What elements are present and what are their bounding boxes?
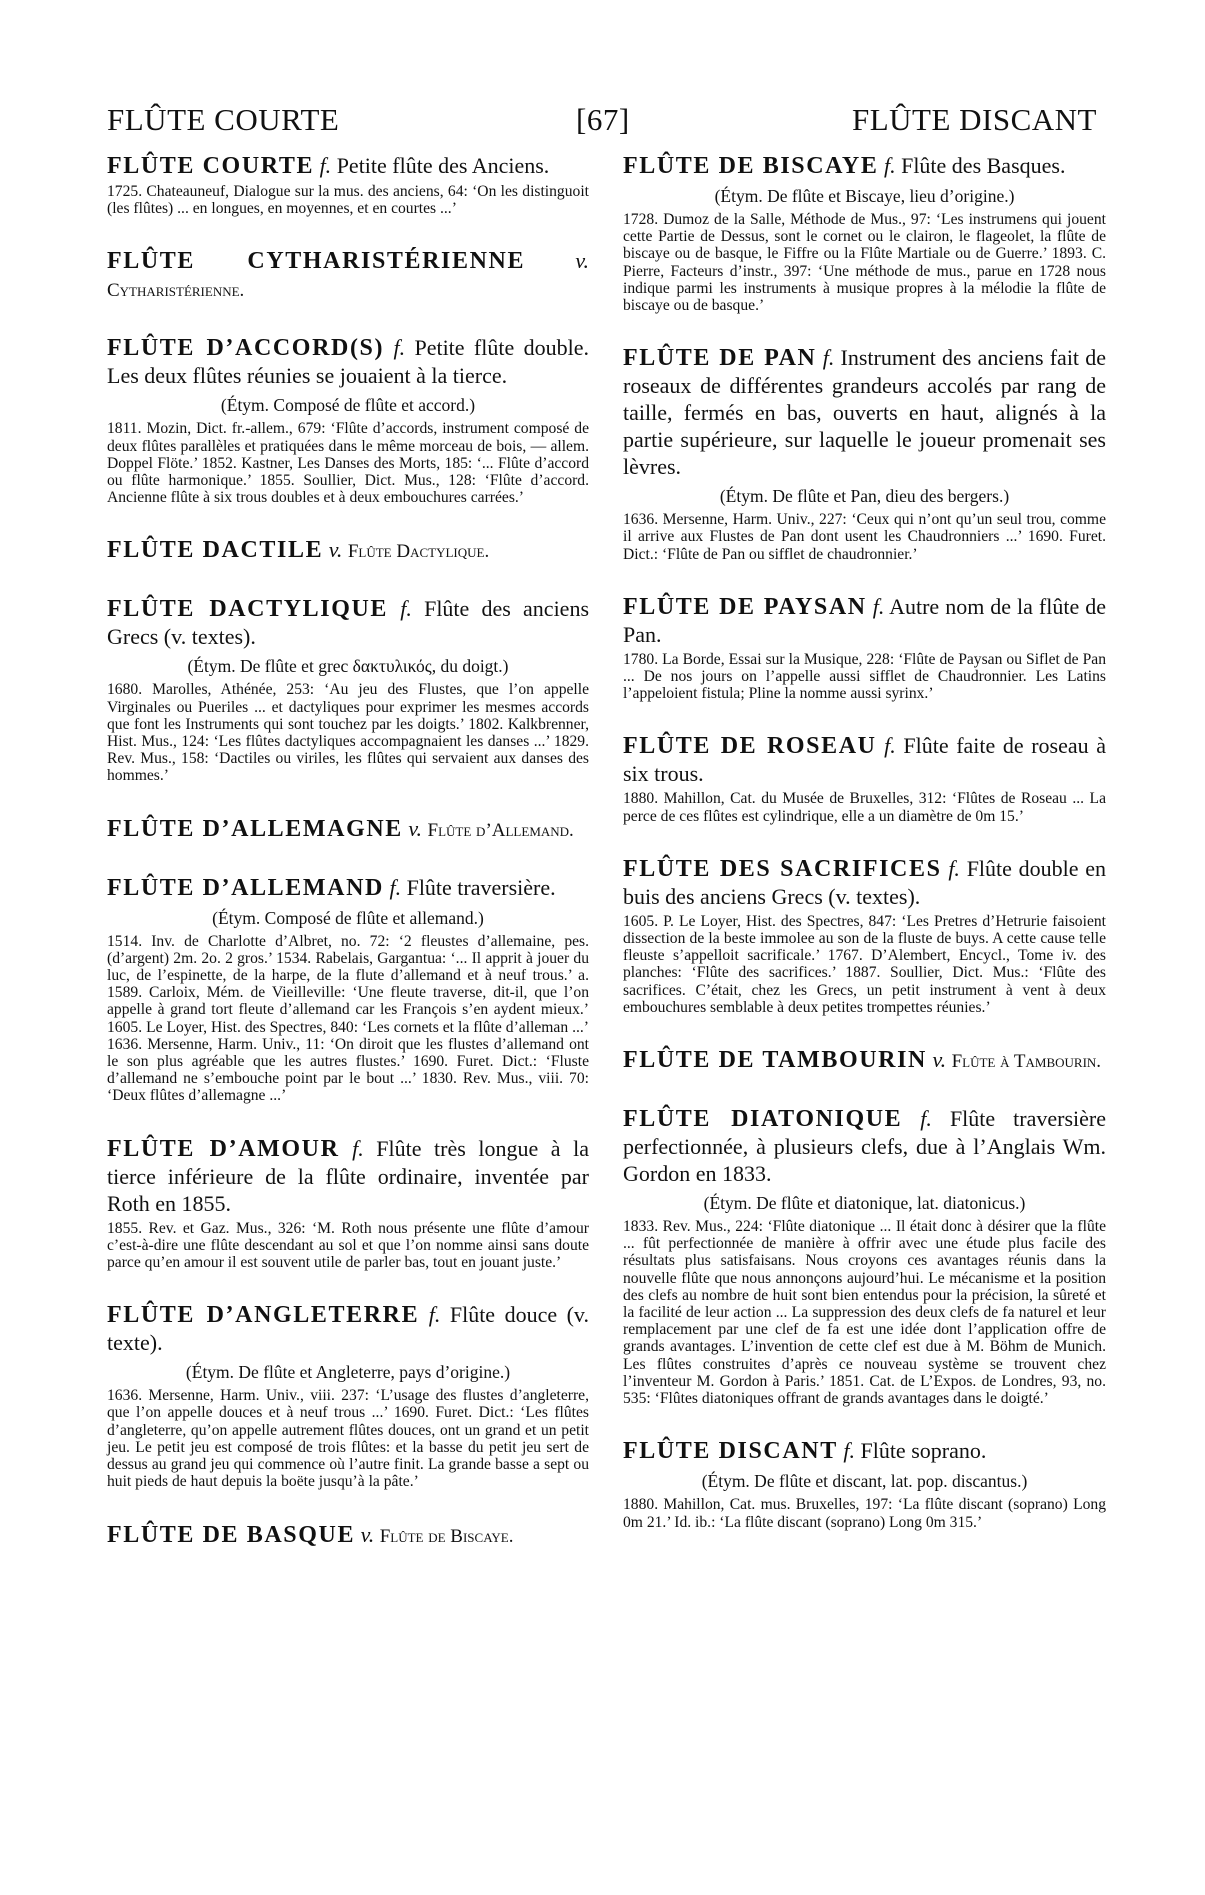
page-number: [67] [576,102,630,137]
entry-head [107,1135,589,1217]
entry-head [107,1521,589,1550]
entry-head [623,152,1106,180]
entry-head [107,334,589,389]
entry-head [107,152,589,180]
entry-head [623,593,1106,648]
entry-headword: FLÛTE DE TAMBOURIN [623,1047,927,1074]
entry-headword: FLÛTE DE BASQUE [107,1521,356,1548]
etymology: (Étym. De flûte et Angleterre, pays d’origine.) [185,1362,511,1383]
entry-headword: FLÛTE D’ANGLETERRE [107,1302,420,1329]
right-column [623,152,1106,1561]
entry-definition: Flûte très longue à la tierce inférieure de la flûte ordinaire, inventée par Roth en 1855. [107,1135,589,1216]
entry-definition: Flûte double en buis des anciens Grecs (v. textes). [623,855,1107,909]
entry-headword: FLÛTE DE BISCAYE [623,153,879,179]
dictionary-entry [107,247,589,304]
entry-definition: Flûte faite de roseau à six trous. [623,733,1106,787]
etymology: (Étym. De flûte et grec δακτυλικός, du doigt.) [187,656,509,677]
entry-head [623,1105,1106,1187]
part-of-speech: f. [393,335,406,361]
quotation-block: 1811. Mozin, Dict. fr.-allem., 679: ‘Flûte d’accords, instrument composé de deux flûtes parallèles et pratiquées dans le même morceau de bois, — allem. Doppel Flöte.’ 1852. Kastner, Les Danses des Morts, 185: ‘... Flûte d’accord ou flûte harmonique.’ 1855. Soullier, Dict. Mus., 128: ‘Flûte d’accord. Ancienne flûte à six trous doubles et à deux embouchures carrées.’ [107,420,589,507]
left-column [107,152,589,1580]
quotation-block: 1855. Rev. et Gaz. Mus., 326: ‘M. Roth nous présente une flûte d’amour c’est-à-dire une flûte descendant au sol et que l’on nomme ainsi sans doute parce qu’en amour il est souvent utile de parler bas, tout en jouant juste.’ [107,1219,589,1272]
cross-reference: Flûte d’Allemand. [427,819,574,841]
entry-headword: FLÛTE DE PAN [623,345,817,372]
running-header-left: FLÛTE COURTE [107,102,340,137]
entry-definition: Flûte soprano. [860,1438,987,1464]
dictionary-entry [107,152,589,217]
part-of-speech: v. [932,1047,947,1073]
quotation-block: 1514. Inv. de Charlotte d’Albret, no. 72: ‘2 fleustes d’allemaine, pes. (d’argent) 2m. 2o. 2 gros.’ 1534. Rabelais, Gargantua: ‘... Il apprit à jouer du luc, de l’espinette, de la harpe, de la flute d’allemand et à neuf trous.’ a. 1589. Carloix, Mém. de Vieilleville: ‘Une fleute traverse, dit-il, que l’on appelle à grand tort fleute d’allemand car les François s’en aydent mieux.’ 1605. Le Loyer, Hist. des Spectres, 840: ‘Les cornets et la flûte d’alleman ...’ 1636. Mersenne, Harm. Univ., 11: ‘On diroit que les flustes d’allemand ont le son plus agréable que les autres flustes.’ 1690. Furet. Dict.: ‘Fluste d’allemand ne s’embouche point par le bout ...’ 1830. Rev. Mus., viii. 70: ‘Deux flûtes d’allemagne ...’ [107,932,589,1105]
dictionary-entry [623,1046,1106,1075]
running-header-right: FLÛTE DISCANT [851,102,1097,137]
dictionary-entry [623,1437,1106,1530]
entry-definition: Flûte traversière perfectionnée, à plusieurs clefs, due à l’Anglais Wm. Gordon en 1833. [623,1106,1106,1187]
part-of-speech: v. [360,1521,375,1547]
entry-definition: Flûte douce (v. texte). [107,1302,590,1356]
entry-definition: Autre nom de la flûte de Pan. [623,593,1106,647]
entry-headword: FLÛTE D’AMOUR [107,1135,340,1162]
entry-headword: FLÛTE D’ALLEMAGNE [107,815,403,842]
quotation-block: 1725. Chateauneuf, Dialogue sur la mus. des anciens, 64: ‘On les distinguoit (les flûtes) ... en longues, en moyennes, et en courtes ...’ [107,183,589,218]
part-of-speech: f. [389,874,402,900]
part-of-speech: f. [872,593,885,619]
quotation-block: 1636. Mersenne, Harm. Univ., viii. 237: ‘L’usage des flustes d’angleterre, que l’on appelle douces et à neuf trous ...’ 1690. Furet. Dict.: ‘Les flûtes d’angleterre, qu’on appelle autrement flûtes douces, ont un grand et un petit jeu. Le petit jeu est composé de trois flûtes: et la basse du petit jeu sert de dessus au grand jeu qui commence où l’autre finit. La grande basse a sept ou huit pieds de haut depuis la boëte jusqu’à la pâte.’ [107,1387,589,1491]
entry-headword: FLÛTE CYTHARISTÉRIENNE [107,248,526,275]
part-of-speech: f. [428,1302,441,1328]
dictionary-entry [107,874,589,1105]
dictionary-entry [107,334,589,506]
entry-head [623,1437,1106,1465]
etymology: (Étym. De flûte et Pan, dieu des bergers.) [719,486,1010,507]
entry-head [107,595,589,650]
entry-headword: FLÛTE D’ACCORD(S) [107,335,385,362]
quotation-block: 1680. Marolles, Athénée, 253: ‘Au jeu des Flustes, que l’on appelle Virginales ou Pueriles ... et dactyliques pour exprimer les mesmes accords que font les Instruments qui sont touchez par les doigts.’ 1802. Kalkbrenner, Hist. Mus., 124: ‘Les flûtes dactyliques accompagnaient les danses ...’ 1829. Rev. Mus., 158: ‘Dactiles ou viriles, les flûtes qui servaient aux danses des hommes.’ [107,681,589,785]
entry-headword: FLÛTE DACTYLIQUE [107,596,389,623]
entry-head [107,874,589,902]
quotation-block: 1880. Mahillon, Cat. mus. Bruxelles, 197: ‘La flûte discant (soprano) Long 0m 21.’ Id. ib.: ‘La flûte discant (soprano) Long 0m 315.’ [623,1496,1106,1531]
part-of-speech: f. [319,153,332,178]
entry-head [623,344,1106,480]
part-of-speech: f. [920,1106,932,1132]
dictionary-entry [623,344,1106,563]
dictionary-entry [623,732,1106,824]
part-of-speech: f. [400,596,412,622]
dictionary-entry [107,595,589,784]
dictionary-entry [107,1301,589,1490]
etymology: (Étym. Composé de flûte et allemand.) [212,907,484,928]
cross-reference: Flûte à Tambourin. [951,1051,1102,1073]
entry-headword: FLÛTE DE ROSEAU [623,733,877,760]
part-of-speech: f. [884,733,896,759]
cross-reference: Flûte Dactylique. [347,541,490,563]
cross-reference: Cytharistérienne. [107,280,245,302]
quotation-block: 1833. Rev. Mus., 224: ‘Flûte diatonique ... Il était donc à désirer que la flûte ... fût perfectionnée de manière à offrir avec une étude plus facile des résultats plus satisfaisans. Nous croyons ces avantages réunis dans la nouvelle flûte que nous annonçons aujourd’hui. Le mécanisme et la position des clefs au nombre de huit sont bien entendus pour la précision, la sûreté et la facilité de leur action ... La suppression des deux clefs de fa naturel et leur remplacement par une clef de fa est une idée dont l’application offre de grands avantages. L’invention de cette clef est due à M. Böhm de Munich. Les flûtes construites d’après ce nouveau système se trouvent chez l’inventeur M. Gordon à Paris.’ 1851. Cat. de L’Expos. de Londres, 93, no. 535: ‘Flûtes diatoniques offrant de grands avantages dans le doigté.’ [623,1218,1106,1408]
etymology: (Étym. De flûte et diatonique, lat. diatonicus.) [703,1193,1026,1214]
entry-headword: FLÛTE D’ALLEMAND [107,874,384,901]
entry-head [107,247,589,304]
part-of-speech: v. [575,248,590,274]
part-of-speech: f. [883,153,896,178]
quotation-block: 1636. Mersenne, Harm. Univ., 227: ‘Ceux qui n’ont qu’un seul trou, comme il arrive aux Flustes de Pan dont usent les Chaudronniers ...’ 1690. Furet. Dict.: ‘Flûte de Pan ou sifflet de chaudronnier.’ [623,511,1106,563]
quotation-block: 1605. P. Le Loyer, Hist. des Spectres, 847: ‘Les Pretres d’Hetrurie faisoient dissection de la beste immolee au son de la fluste de buys. A cette cause telle fleuste s’appelloit sacrificale.’ 1767. D’Alembert, Encycl., Tome iv. des planches: ‘Flûte des sacrifices.’ 1887. Soullier, Dict. Mus.: ‘Flûte des sacrifices. C’était, chez les Grecs, un petit instrument à vent à deux embouchures semblable à deux petites trompettes réunies.’ [623,912,1106,1016]
part-of-speech: f. [822,345,835,371]
entry-definition: Flûte des anciens Grecs (v. textes). [107,596,590,650]
entry-definition: Petite flûte des Anciens. [336,153,550,178]
entry-head [623,732,1106,787]
entry-definition: Petite flûte double. Les deux flûtes réunies se jouaient à la tierce. [107,335,589,389]
entry-head [623,1046,1106,1075]
entry-headword: FLÛTE DES SACRIFICES [623,855,942,882]
entry-headword: FLÛTE DIATONIQUE [623,1106,903,1133]
part-of-speech: v. [408,815,423,841]
dictionary-entry [623,593,1106,703]
cross-reference: Flûte de Biscaye. [379,1525,514,1547]
part-of-speech: f. [843,1438,855,1464]
quotation-block: 1780. La Borde, Essai sur la Musique, 228: ‘Flûte de Paysan ou Siflet de Pan ... De nos jours on l’appelle aussi sifflet de Chaudronnier. Les Latins l’appeloient fistula; Pline la nomme aussi syrinx.’ [623,650,1106,703]
part-of-speech: f. [352,1135,364,1161]
entry-head [107,1301,589,1356]
etymology: (Étym. De flûte et Biscaye, lieu d’origine.) [714,186,1015,206]
dictionary-entry [623,855,1106,1016]
quotation-block: 1728. Dumoz de la Salle, Méthode de Mus., 97: ‘Les instrumens qui jouent cette Partie de Dessus, sont le cornet ou le clairon, le flageolet, la flûte de biscaye ou de basque, le Fiffre ou la Flûte Martiale ou de Guerre.’ 1893. C. Pierre, Facteurs d’instr., 397: ‘Une méthode de mus., parue en 1728 nous indique parmi les instruments à musique propres à la mélodie la flûte de biscaye ou de basque.’ [623,211,1106,315]
entry-headword: FLÛTE DISCANT [623,1438,838,1465]
dictionary-entry [623,1105,1106,1407]
part-of-speech: f. [948,855,960,881]
part-of-speech: v. [328,537,343,563]
quotation-block: 1880. Mahillon, Cat. du Musée de Bruxelles, 312: ‘Flûtes de Roseau ... La perce de ces flûtes est cylindrique, elle a un diamètre de 0m 15.’ [623,790,1106,825]
dictionary-entry [623,152,1106,314]
entry-definition: Flûte traversière. [406,874,556,900]
dictionary-entry [107,1135,589,1272]
dictionary-entry [107,815,589,844]
entry-head [107,536,589,565]
dictionary-entry [107,536,589,565]
entry-headword: FLÛTE DE PAYSAN [623,593,867,620]
entry-head [107,815,589,844]
entry-head [623,855,1106,910]
entry-headword: FLÛTE DACTILE [107,537,324,564]
entry-definition: Flûte des Basques. [901,153,1066,178]
dictionary-entry [107,1521,589,1550]
entry-definition: Instrument des anciens fait de roseaux de différentes grandeurs accolés par rang de taille, fermés en bas, ouverts en haut, alignés à la partie supérieure, sur laquelle le joueur promenait ses lèvres. [623,345,1107,480]
etymology: (Étym. De flûte et discant, lat. pop. discantus.) [701,1471,1028,1492]
entry-headword: FLÛTE COURTE [107,153,315,179]
etymology: (Étym. Composé de flûte et accord.) [220,395,476,416]
